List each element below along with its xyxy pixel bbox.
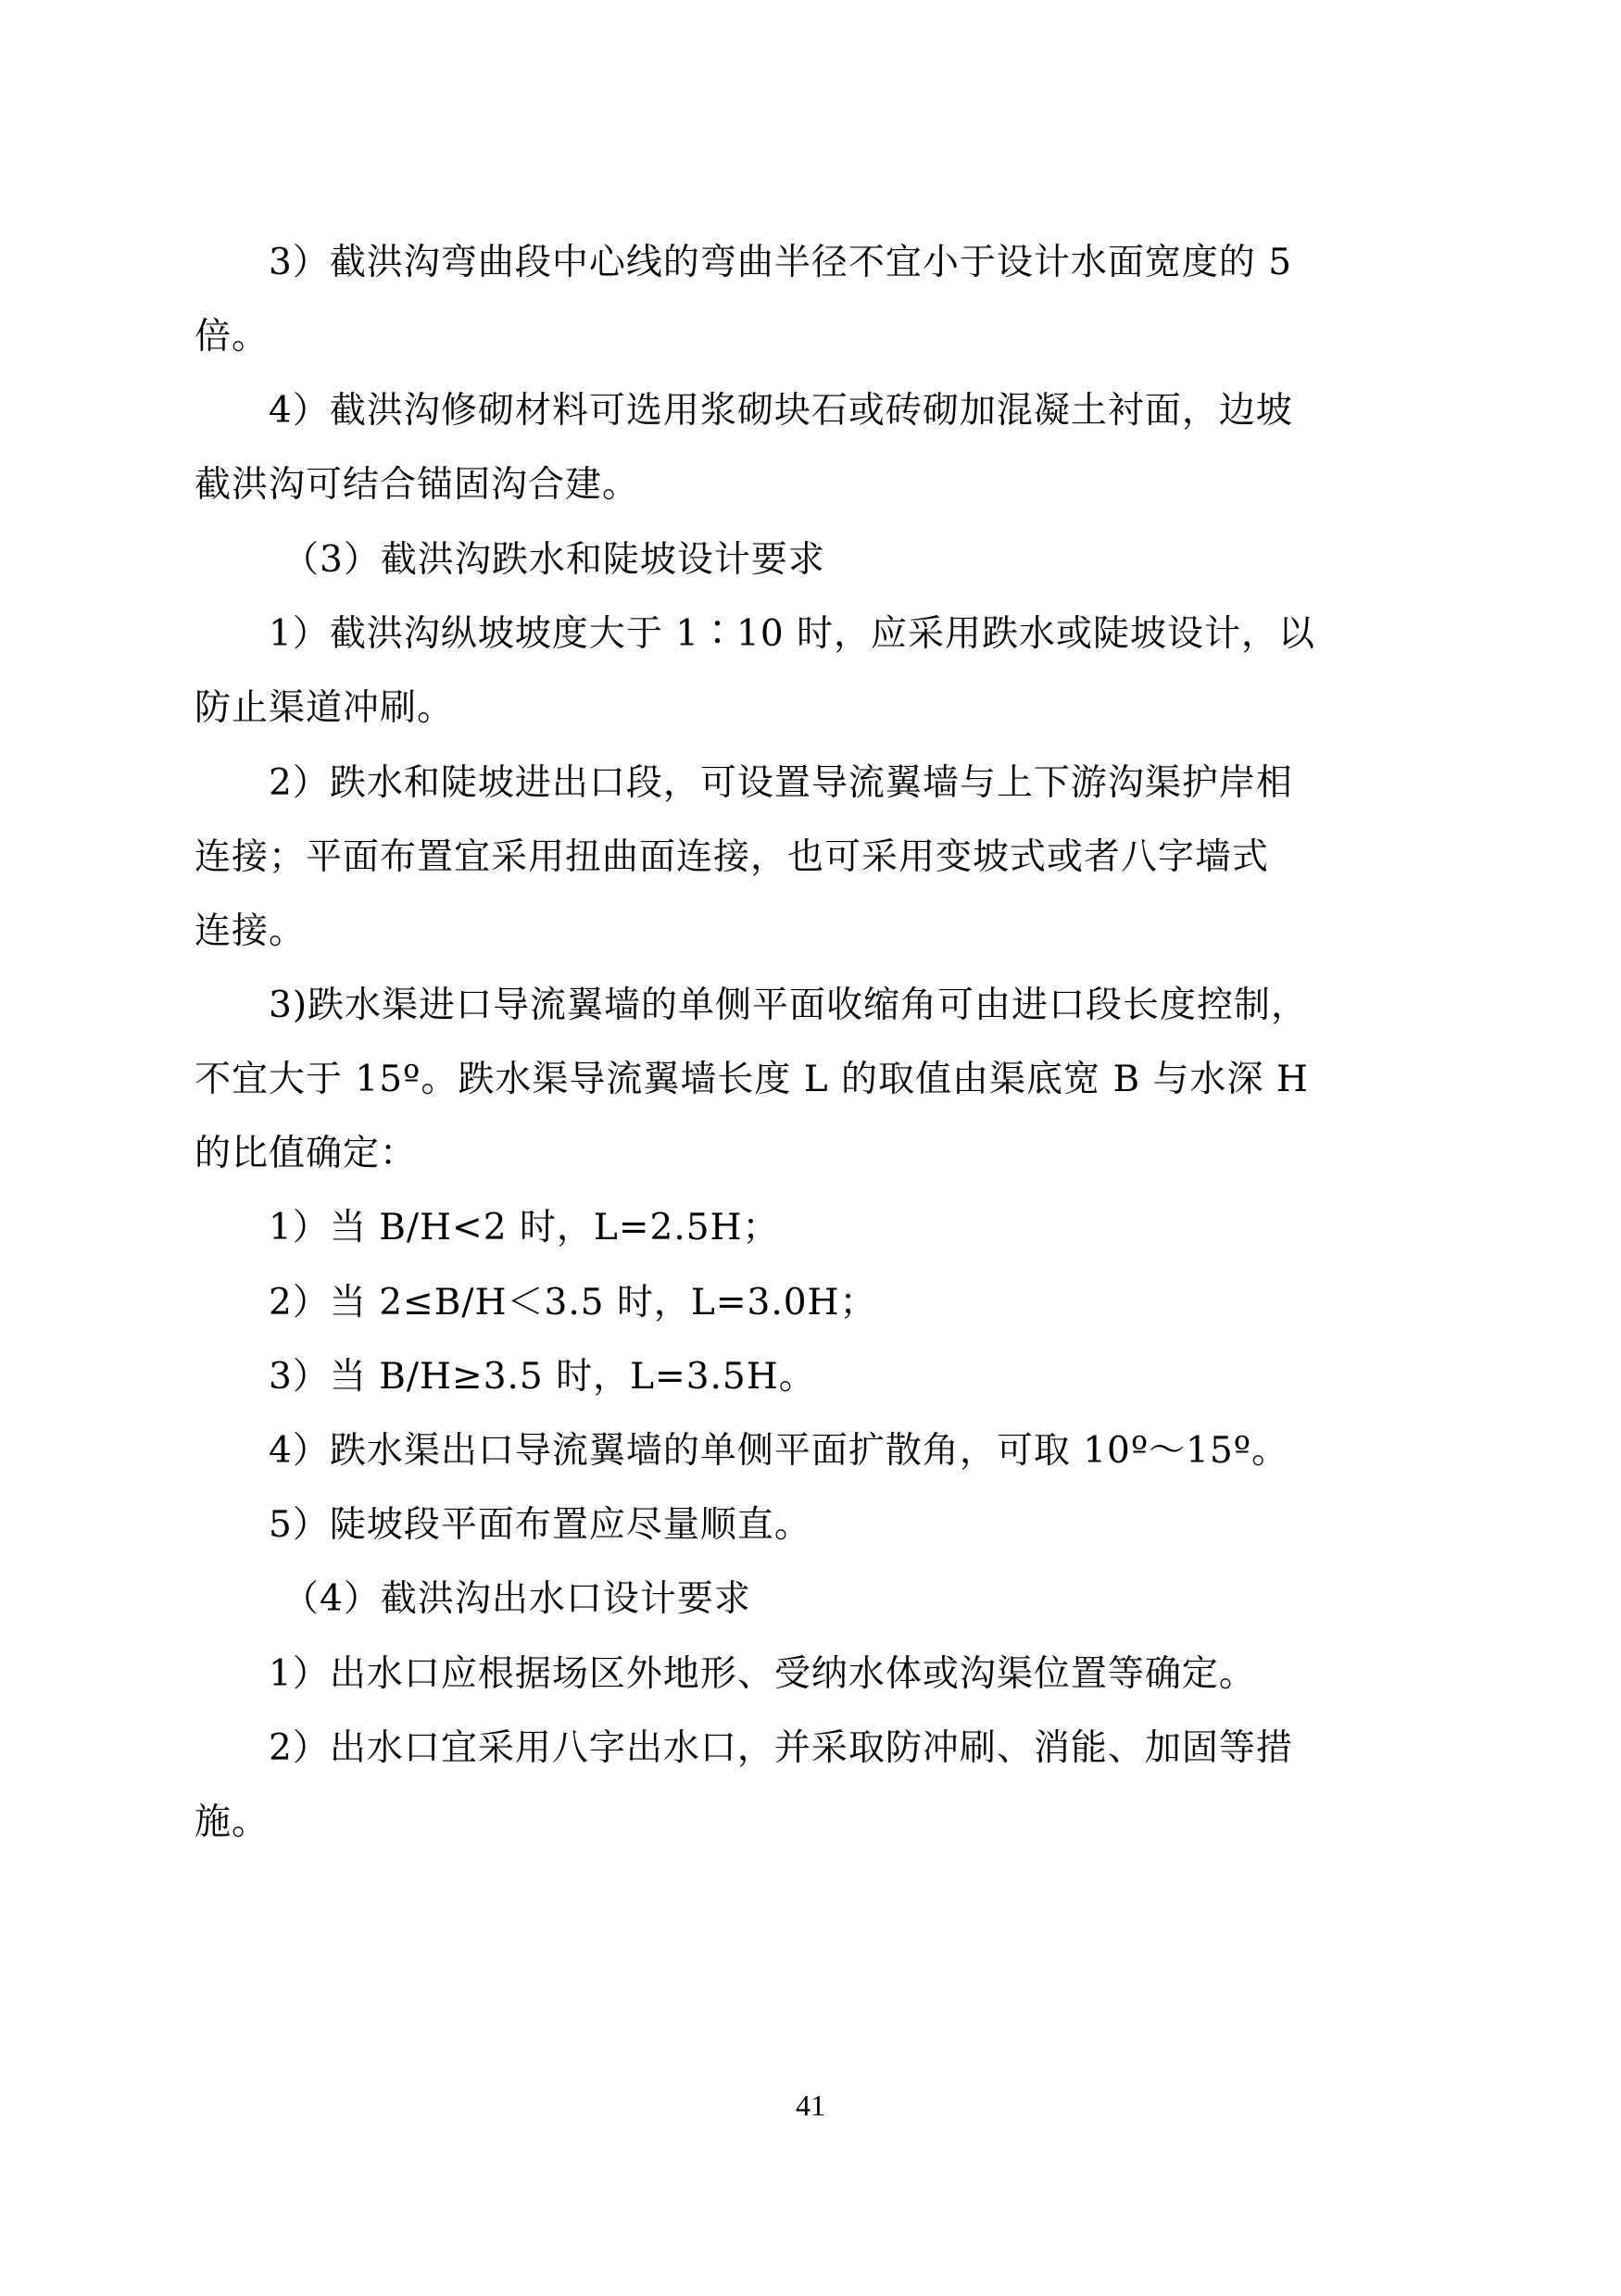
paragraph-line: 2）出水口宜采用八字出水口，并采取防冲刷、消能、加固等措 (269, 1727, 1293, 1769)
page-number: 41 (796, 2089, 825, 2122)
paragraph-line: 不宜大于 15º。跌水渠导流翼墙长度 L 的取值由渠底宽 B 与水深 H (195, 1059, 1309, 1100)
list-item: 2）当 2≤B/H＜3.5 时，L=3.0H； (269, 1282, 877, 1324)
paragraph-line: 3）截洪沟弯曲段中心线的弯曲半径不宜小于设计水面宽度的 5 (269, 242, 1293, 283)
paragraph-line: 1）出水口应根据场区外地形、受纳水体或沟渠位置等确定。 (269, 1653, 1256, 1695)
paragraph-line: 2）跌水和陡坡进出口段，可设置导流翼墙与上下游沟渠护岸相 (269, 762, 1293, 804)
list-item: 1）当 B/H<2 时，L=2.5H； (269, 1207, 780, 1248)
paragraph-line: 施。 (195, 1801, 270, 1843)
section-heading: （4）截洪沟出水口设计要求 (283, 1578, 751, 1620)
paragraph-line: 截洪沟可结合锚固沟合建。 (195, 464, 640, 506)
list-item: 4）跌水渠出口导流翼墙的单侧平面扩散角，可取 10º～15º。 (269, 1430, 1289, 1472)
paragraph-line: 倍。 (195, 316, 270, 358)
paragraph-line: 1）截洪沟纵坡坡度大于 1∶10 时，应采用跌水或陡坡设计，以 (269, 613, 1316, 655)
paragraph-line: 连接。 (195, 910, 307, 952)
paragraph-line: 连接；平面布置宜采用扭曲面连接，也可采用变坡式或者八字墙式 (195, 836, 1270, 878)
list-item: 5）陡坡段平面布置应尽量顺直。 (269, 1504, 811, 1546)
paragraph-line: 4）截洪沟修砌材料可选用浆砌块石或砖砌加混凝土衬面，边坡 (269, 390, 1293, 432)
section-heading: （3）截洪沟跌水和陡坡设计要求 (283, 539, 825, 581)
paragraph-line: 3)跌水渠进口导流翼墙的单侧平面收缩角可由进口段长度控制， (269, 985, 1309, 1026)
paragraph-line: 防止渠道冲刷。 (195, 687, 455, 729)
list-item: 3）当 B/H≥3.5 时，L=3.5H。 (269, 1356, 816, 1398)
paragraph-line: 的比值确定： (195, 1133, 418, 1174)
